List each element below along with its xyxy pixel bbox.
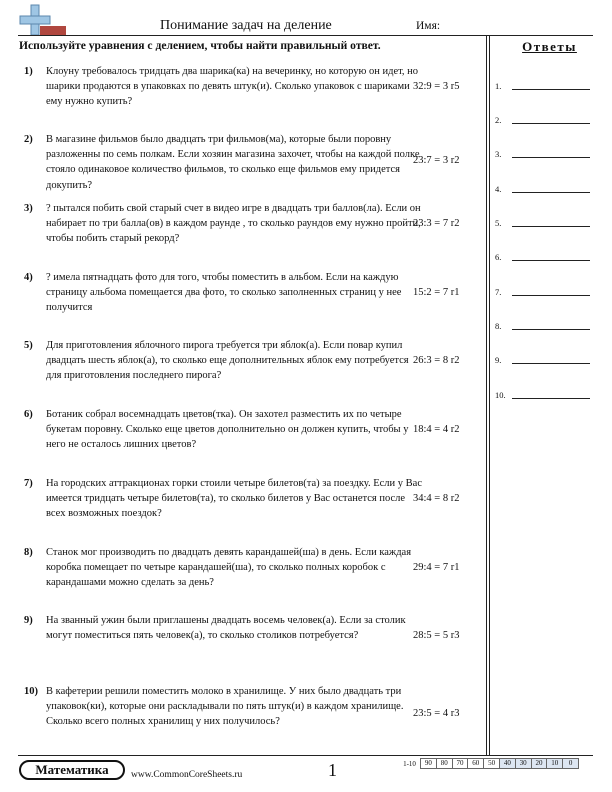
- problem-number: 3): [24, 203, 33, 214]
- answers-title: Ответы: [522, 39, 577, 54]
- score-cell: 20: [531, 758, 548, 769]
- problem-equation: 29:4 = 7 r1: [413, 562, 460, 573]
- score-cell: 60: [467, 758, 484, 769]
- header-divider: [18, 35, 593, 36]
- problem-number: 1): [24, 66, 33, 77]
- problem-number: 6): [24, 409, 33, 420]
- problem-number: 8): [24, 547, 33, 558]
- name-label: Имя:: [416, 20, 441, 32]
- answer-label: 7.: [495, 287, 502, 297]
- score-cell: 30: [515, 758, 532, 769]
- problem-text: В кафетерии решили поместить молоко в хранилище. У них было двадцать три упаковок(ки), которые они раскладывали по пять штук(и) в каждом хранилище. Сколько всего полных хранилищ у них получилось?: [46, 686, 404, 728]
- answer-slot-8: [495, 321, 591, 331]
- answer-label: 2.: [495, 115, 502, 125]
- answer-line[interactable]: [512, 260, 590, 261]
- problem-text: Клоуну требовалось тридцать два шарика(ка) на вечеринку, но которую он идет, но шарики продаются в упаковках по девять штук(и). Сколько упаковок с шариками ему нужно купить?: [46, 66, 419, 108]
- problem-equation: 23:5 = 4 r3: [413, 708, 460, 719]
- answer-slot-10: [495, 390, 591, 400]
- site-url: www.CommonCoreSheets.ru: [131, 770, 243, 780]
- page-number: 1: [328, 760, 337, 780]
- problem-text: Ботаник собрал восемнадцать цветов(тка). Он захотел разместить их по четыре букетам поровну. Сколько еще цветов дополнительно он должен купить, чтобы у него не осталось лишних цветов?: [46, 409, 409, 451]
- answer-slot-7: [495, 287, 591, 297]
- answer-line[interactable]: [512, 295, 590, 296]
- answer-line[interactable]: [512, 89, 590, 90]
- problem-equation: 32:9 = 3 r5: [413, 81, 460, 92]
- column-divider-right: [489, 35, 490, 755]
- answer-slot-6: [495, 252, 591, 262]
- problem-text: В магазине фильмов было двадцать три фильмов(ма), которые были поровну разложенны по семь полкам. Если хозяин магазина захочет, чтобы на каждой полке стояло одинаковое количество фильмов, то сколько еще фильмов ему придется докупить?: [46, 134, 420, 191]
- score-cell: 70: [452, 758, 469, 769]
- problem-equation: 26:3 = 8 r2: [413, 355, 460, 366]
- answer-slot-2: [495, 115, 591, 125]
- problem-text: На городских аттракционах горки стоили четыре билетов(та) за поездку. Если у Вас имеется тридцать четыре билетов(та), то сколько билетов у Вас останется после всех возможных поездок?: [46, 478, 422, 520]
- answer-slot-1: [495, 81, 591, 91]
- problem-number: 7): [24, 478, 33, 489]
- score-cell: 90: [420, 758, 437, 769]
- answer-slot-4: [495, 184, 591, 194]
- column-divider-left: [486, 35, 487, 755]
- answer-label: 3.: [495, 149, 502, 159]
- problem-text: Станок мог производить по двадцать девять карандашей(ша) в день. Если каждая коробка помещает по четыре карандашей(ша), то сколько полных коробок с карандашами можно сделать за день?: [46, 547, 412, 589]
- instructions: Используйте уравнения с делением, чтобы найти правильный ответ.: [19, 39, 381, 52]
- answer-line[interactable]: [512, 329, 590, 330]
- answer-label: 10.: [495, 390, 506, 400]
- problem-number: 2): [24, 134, 33, 145]
- page-title: Понимание задач на деление: [160, 18, 332, 33]
- answer-label: 1.: [495, 81, 502, 91]
- answer-line[interactable]: [512, 398, 590, 399]
- problem-equation: 23:7 = 3 r2: [413, 155, 460, 166]
- answer-slot-3: [495, 149, 591, 159]
- answer-line[interactable]: [512, 123, 590, 124]
- score-cell: 50: [483, 758, 500, 769]
- problem-number: 4): [24, 272, 33, 283]
- score-cell: 0: [562, 758, 579, 769]
- problem-number: 9): [24, 615, 33, 626]
- problem-number: 5): [24, 340, 33, 351]
- answer-line[interactable]: [512, 363, 590, 364]
- answer-slot-5: [495, 218, 591, 228]
- answer-label: 9.: [495, 355, 502, 365]
- footer-divider: [18, 755, 593, 756]
- answer-line[interactable]: [512, 192, 590, 193]
- answer-line[interactable]: [512, 226, 590, 227]
- subject-badge: Математика: [19, 760, 125, 780]
- logo-icon: [18, 4, 68, 38]
- score-table: [398, 758, 579, 769]
- answer-line[interactable]: [512, 157, 590, 158]
- answer-label: 4.: [495, 184, 502, 194]
- answer-label: 8.: [495, 321, 502, 331]
- score-cell: 80: [436, 758, 453, 769]
- problem-equation: 34:4 = 8 r2: [413, 493, 460, 504]
- problem-text: На званный ужин были приглашены двадцать восемь человек(а). Если за столик могут поместиться пять человек(а), то сколько столиков потребуется?: [46, 615, 406, 642]
- problem-equation: 28:5 = 5 r3: [413, 630, 460, 641]
- score-cell: 40: [499, 758, 516, 769]
- problem-text: ? пытался побить свой старый счет в видео игре в двадцать три баллов(ла). Если он набирает по три балла(ов) в каждом раунде , то сколько раундов ему нужно пройти, чтобы побить старый рекорд?: [46, 203, 421, 245]
- answer-slot-9: [495, 355, 591, 365]
- problem-text: Для приготовления яблочного пирога требуется три яблок(а). Если повар купил двадцать шесть яблок(а), то сколько еще дополнительных яблок ему потребуется для приготовления последнего пирога?: [46, 340, 409, 382]
- problem-number: 10): [24, 686, 38, 697]
- answer-label: 6.: [495, 252, 502, 262]
- problem-text: ? имела пятнадцать фото для того, чтобы поместить в альбом. Если на каждую страницу альбома помещается два фото, то сколько заполненных страниц у нее получится: [46, 272, 402, 314]
- score-label: 1-10: [403, 759, 416, 768]
- answer-label: 5.: [495, 218, 502, 228]
- problem-equation: 15:2 = 7 r1: [413, 287, 460, 298]
- problem-equation: 18:4 = 4 r2: [413, 424, 460, 435]
- score-cell: 10: [546, 758, 563, 769]
- problem-equation: 23:3 = 7 r2: [413, 218, 460, 229]
